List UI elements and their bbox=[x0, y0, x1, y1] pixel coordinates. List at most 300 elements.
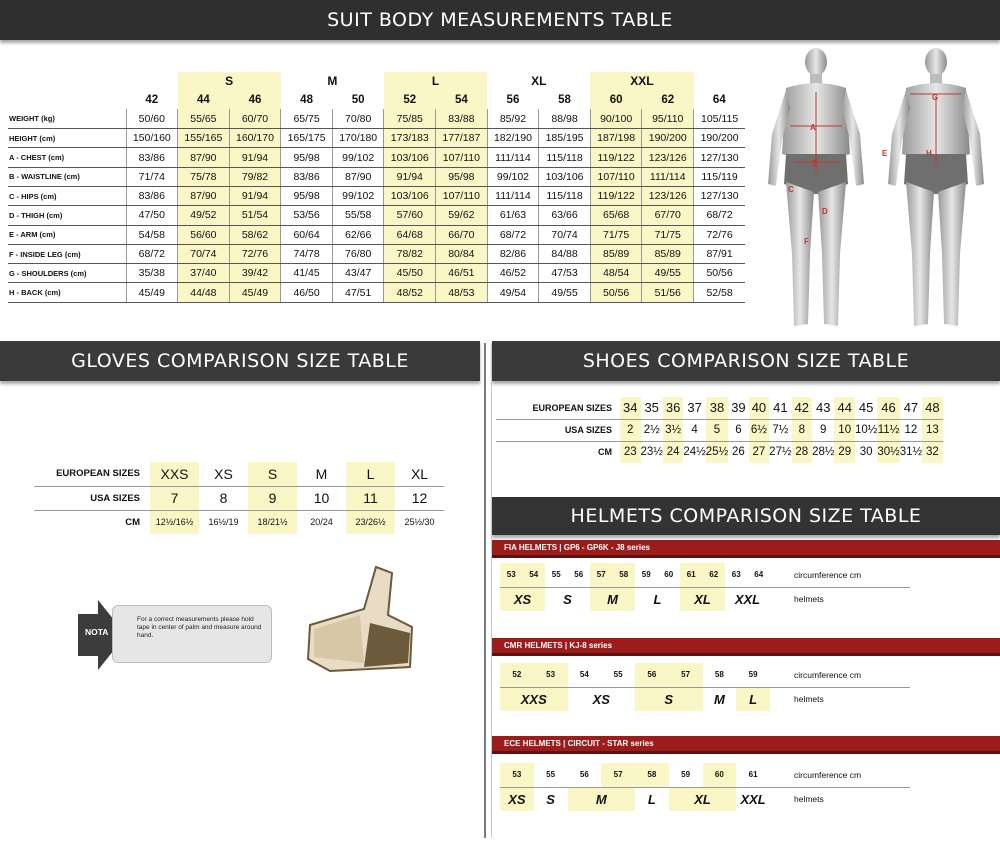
shoes-size-cell: 28 bbox=[792, 441, 813, 463]
size-column-header: 58 bbox=[558, 93, 571, 106]
shoes-size-cell: 2 bbox=[620, 419, 641, 441]
measurement-value: 47/53 bbox=[539, 264, 591, 283]
measurement-value: 67/70 bbox=[642, 206, 694, 225]
measurement-label: E - ARM (cm) bbox=[8, 225, 126, 244]
shoes-size-cell: 23 bbox=[620, 441, 641, 463]
shoes-size-cell: 47 bbox=[900, 397, 922, 419]
helmet-series-bar: FIA HELMETS | GP6 - GP6K - J8 series bbox=[492, 540, 1000, 555]
shoes-size-table bbox=[496, 397, 943, 463]
helmets-label: helmets bbox=[794, 694, 824, 705]
measurement-row bbox=[8, 109, 745, 128]
helmets-table-title: HELMETS COMPARISON SIZE TABLE bbox=[492, 497, 1000, 535]
circumference-label: circumference cm bbox=[770, 763, 910, 787]
shoes-size-cell: 12 bbox=[900, 419, 922, 441]
measurement-label: HEIGHT (cm) bbox=[8, 129, 126, 148]
measurement-value: 49/52 bbox=[178, 206, 230, 225]
measurement-value: 115/118 bbox=[539, 148, 591, 167]
size-column-header: 50 bbox=[351, 93, 365, 106]
measurement-value: 54/58 bbox=[126, 225, 178, 244]
measurement-value: 68/72 bbox=[126, 244, 178, 263]
shoes-size-cell: 23½ bbox=[640, 446, 663, 459]
gloves-row bbox=[34, 462, 444, 486]
measurement-label: A - CHEST (cm) bbox=[8, 148, 126, 167]
measurement-label: H - BACK (cm) bbox=[8, 283, 126, 302]
measurement-value: 170/180 bbox=[332, 129, 384, 148]
shoes-size-cell: 41 bbox=[769, 397, 791, 419]
measurement-value: 50/56 bbox=[694, 264, 746, 283]
measurement-value: 95/110 bbox=[642, 109, 694, 128]
size-column-header: 44 bbox=[178, 90, 230, 109]
measurement-value: 56/60 bbox=[178, 225, 230, 244]
measurement-value: 60/70 bbox=[229, 109, 281, 128]
helmet-circumference-cell: 53 bbox=[500, 563, 523, 587]
helmet-size-table bbox=[500, 663, 910, 711]
measurement-value: 88/98 bbox=[539, 109, 591, 128]
measurement-value: 99/102 bbox=[487, 167, 539, 186]
shoes-size-cell: 30½ bbox=[877, 441, 899, 463]
shoes-row bbox=[496, 397, 943, 419]
gloves-size-cell: 25½/30 bbox=[404, 517, 435, 528]
figure-letter-a: A bbox=[810, 123, 816, 132]
helmet-size-table bbox=[500, 763, 910, 811]
size-group-xl: XL bbox=[531, 74, 547, 88]
gloves-row-label: EUROPEAN SIZES bbox=[34, 462, 150, 486]
gloves-row-label: CM bbox=[125, 516, 140, 528]
measurement-value: 165/175 bbox=[281, 129, 333, 148]
measurement-value: 45/49 bbox=[126, 283, 178, 302]
helmet-size-cell: XXL bbox=[740, 791, 766, 807]
measurement-value: 119/122 bbox=[590, 148, 642, 167]
measurement-value: 49/55 bbox=[642, 264, 694, 283]
helmet-size-cell: M bbox=[590, 587, 635, 611]
helmet-size-cell: S bbox=[635, 687, 703, 711]
measurement-value: 47/51 bbox=[332, 283, 384, 302]
measurement-value: 46/52 bbox=[487, 264, 539, 283]
gloves-size-cell: M bbox=[297, 462, 346, 486]
shoes-size-cell: 46 bbox=[877, 397, 899, 419]
measurement-value: 190/200 bbox=[642, 129, 694, 148]
measurement-value: 123/126 bbox=[642, 148, 694, 167]
shoes-size-cell: 44 bbox=[834, 397, 855, 419]
shoes-size-cell: 37 bbox=[683, 397, 705, 419]
body-measurement-figures bbox=[760, 44, 998, 339]
measurement-value: 87/91 bbox=[694, 244, 746, 263]
measurement-value: 99/102 bbox=[332, 186, 384, 205]
shoes-size-cell: 27 bbox=[749, 441, 770, 463]
gloves-size-cell: S bbox=[248, 462, 297, 486]
size-column-header: 42 bbox=[145, 93, 159, 106]
measurement-value: 182/190 bbox=[487, 129, 539, 148]
gloves-size-cell: 12 bbox=[395, 486, 444, 510]
measurement-value: 47/50 bbox=[126, 206, 178, 225]
measurement-value: 111/114 bbox=[487, 148, 539, 167]
measurement-value: 53/56 bbox=[281, 206, 333, 225]
measurement-value: 44/48 bbox=[178, 283, 230, 302]
shoes-size-cell: 45 bbox=[855, 397, 877, 419]
shoes-size-cell: 32 bbox=[922, 441, 943, 463]
measurement-value: 91/94 bbox=[384, 167, 436, 186]
gloves-size-cell: 16½/19 bbox=[208, 517, 239, 528]
measurement-value: 150/160 bbox=[126, 129, 178, 148]
measurement-value: 63/66 bbox=[539, 206, 591, 225]
measurement-value: 70/74 bbox=[178, 244, 230, 263]
measurement-value: 115/119 bbox=[694, 167, 746, 186]
helmet-circumference-cell: 54 bbox=[568, 663, 602, 687]
measurement-value: 155/165 bbox=[178, 129, 230, 148]
measurement-value: 76/80 bbox=[332, 244, 384, 263]
helmet-size-cell: L bbox=[647, 791, 656, 807]
measurement-label: D - THIGH (cm) bbox=[8, 206, 126, 225]
shoes-size-cell: 42 bbox=[792, 397, 813, 419]
measurement-value: 127/130 bbox=[694, 148, 746, 167]
measurement-value: 83/86 bbox=[126, 148, 178, 167]
measurement-value: 71/74 bbox=[126, 167, 178, 186]
size-group-xxl: XXL bbox=[590, 72, 693, 90]
measurement-value: 39/42 bbox=[229, 264, 281, 283]
gloves-size-cell: 12½/16½ bbox=[150, 510, 199, 534]
measurement-value: 71/75 bbox=[590, 225, 642, 244]
shoes-size-cell: 39 bbox=[728, 397, 749, 419]
shoes-size-cell: 2½ bbox=[641, 419, 663, 441]
measurement-value: 111/114 bbox=[487, 186, 539, 205]
helmet-circumference-cell: 57 bbox=[669, 663, 703, 687]
helmet-circumference-cell: 56 bbox=[568, 763, 602, 787]
measurement-row bbox=[8, 186, 745, 205]
helmet-circumference-cell: 64 bbox=[748, 563, 771, 587]
measurement-value: 75/85 bbox=[384, 109, 436, 128]
shoes-size-cell: 13 bbox=[922, 419, 943, 441]
measurement-value: 103/106 bbox=[384, 186, 436, 205]
measurement-value: 46/50 bbox=[281, 283, 333, 302]
shoes-size-cell: 24 bbox=[663, 441, 684, 463]
measurement-value: 50/56 bbox=[590, 283, 642, 302]
helmet-size-cell: S bbox=[563, 591, 572, 607]
helmet-size-cell: M bbox=[568, 787, 636, 811]
measurement-value: 48/53 bbox=[436, 283, 488, 302]
measurement-row bbox=[8, 206, 745, 225]
measurement-value: 64/68 bbox=[384, 225, 436, 244]
size-column-header: 46 bbox=[229, 90, 281, 109]
helmet-circumference-cell: 60 bbox=[658, 563, 681, 587]
size-column-header: 62 bbox=[642, 90, 694, 109]
figure-letter-c: C bbox=[788, 185, 794, 194]
helmet-circumference-cell: 56 bbox=[635, 663, 669, 687]
size-column-header: 54 bbox=[436, 90, 488, 109]
measurement-value: 57/60 bbox=[384, 206, 436, 225]
measurement-value: 65/75 bbox=[281, 109, 333, 128]
gloves-row-label: USA SIZES bbox=[34, 486, 150, 510]
helmet-circumference-cell: 63 bbox=[725, 563, 748, 587]
measurement-value: 82/86 bbox=[487, 244, 539, 263]
helmet-circumference-cell: 59 bbox=[635, 563, 658, 587]
helmet-circumference-cell: 59 bbox=[669, 763, 703, 787]
measurement-value: 74/78 bbox=[281, 244, 333, 263]
nota-note-box bbox=[112, 605, 272, 663]
shoes-table-title: SHOES COMPARISON SIZE TABLE bbox=[492, 341, 1000, 381]
helmet-size-cell: XL bbox=[669, 787, 737, 811]
helmet-circumference-cell: 62 bbox=[703, 563, 726, 587]
helmet-size-table bbox=[500, 563, 910, 611]
gloves-size-cell: 23/26½ bbox=[346, 510, 395, 534]
measurement-value: 83/88 bbox=[436, 109, 488, 128]
helmet-circumference-cell: 58 bbox=[613, 563, 636, 587]
shoes-size-cell: 5 bbox=[706, 419, 728, 441]
measurement-value: 45/49 bbox=[229, 283, 281, 302]
gloves-size-cell: 18/21½ bbox=[248, 510, 297, 534]
measurement-value: 85/89 bbox=[642, 244, 694, 263]
measurement-row bbox=[8, 167, 745, 186]
measurement-value: 105/115 bbox=[694, 109, 746, 128]
helmet-size-cell: XXS bbox=[500, 687, 568, 711]
measurement-value: 72/76 bbox=[694, 225, 746, 244]
shoes-size-cell: 10½ bbox=[855, 419, 877, 441]
measurement-value: 173/183 bbox=[384, 129, 436, 148]
gloves-size-cell: L bbox=[346, 462, 395, 486]
helmet-size-cell: XXL bbox=[734, 591, 761, 607]
measurement-value: 51/56 bbox=[642, 283, 694, 302]
helmet-size-cell: S bbox=[546, 791, 555, 807]
helmet-circumference-cell: 58 bbox=[635, 763, 669, 787]
measurement-value: 187/198 bbox=[590, 129, 642, 148]
measurement-row bbox=[8, 244, 745, 263]
measurement-row bbox=[8, 148, 745, 167]
helmet-circumference-cell: 55 bbox=[545, 563, 568, 587]
helmet-circumference-cell: 60 bbox=[703, 763, 737, 787]
gloves-size-cell: XL bbox=[395, 462, 444, 486]
shoes-size-cell: 38 bbox=[706, 397, 728, 419]
measurement-value: 103/106 bbox=[384, 148, 436, 167]
shoes-size-cell: 6 bbox=[728, 419, 749, 441]
shoes-size-cell: 7½ bbox=[769, 419, 791, 441]
hand-measure-icon bbox=[300, 563, 420, 675]
measurement-value: 91/94 bbox=[229, 148, 281, 167]
helmet-circumference-cell: 53 bbox=[534, 663, 568, 687]
measurement-value: 45/50 bbox=[384, 264, 436, 283]
measurement-value: 107/110 bbox=[590, 167, 642, 186]
size-column-header: 48 bbox=[300, 93, 313, 106]
nota-label: NOTA bbox=[85, 627, 109, 637]
measurement-value: 49/55 bbox=[539, 283, 591, 302]
measurement-value: 70/74 bbox=[539, 225, 591, 244]
figure-letter-g: G bbox=[932, 93, 939, 102]
helmet-series-bar: CMR HELMETS | KJ-8 series bbox=[492, 638, 1000, 653]
helmet-circumference-cell: 58 bbox=[703, 663, 737, 687]
measurement-value: 83/86 bbox=[281, 167, 333, 186]
measurement-value: 48/54 bbox=[590, 264, 642, 283]
shoes-row bbox=[496, 441, 943, 463]
measurement-value: 111/114 bbox=[642, 167, 694, 186]
shoes-size-cell: 24½ bbox=[683, 446, 706, 459]
measurement-value: 190/200 bbox=[694, 129, 746, 148]
gloves-size-cell: 8 bbox=[199, 486, 248, 510]
measurement-value: 79/82 bbox=[229, 167, 281, 186]
figure-letter-e: E bbox=[882, 149, 888, 158]
measurement-value: 61/63 bbox=[487, 206, 539, 225]
measurement-value: 95/98 bbox=[436, 167, 488, 186]
measurement-value: 68/72 bbox=[487, 225, 539, 244]
gloves-row bbox=[34, 510, 444, 534]
shoes-size-cell: 36 bbox=[663, 397, 684, 419]
helmet-circumference-cell: 59 bbox=[736, 663, 770, 687]
measurement-value: 177/187 bbox=[436, 129, 488, 148]
shoes-size-cell: 25½ bbox=[706, 441, 728, 463]
suit-measurements-table bbox=[8, 72, 745, 303]
shoes-size-cell: 48 bbox=[922, 397, 943, 419]
section-divider-light bbox=[491, 343, 492, 838]
helmets-label: helmets bbox=[794, 794, 824, 805]
shoes-size-cell: 10 bbox=[834, 419, 855, 441]
measurement-value: 95/98 bbox=[281, 148, 333, 167]
helmet-circumference-cell: 53 bbox=[500, 763, 534, 787]
measurement-value: 127/130 bbox=[694, 186, 746, 205]
measurement-value: 115/118 bbox=[539, 186, 591, 205]
gloves-size-cell: XS bbox=[199, 462, 248, 486]
helmet-circumference-cell: 57 bbox=[601, 763, 635, 787]
measurement-label: G - SHOULDERS (cm) bbox=[8, 264, 126, 283]
shoes-size-cell: 6½ bbox=[749, 419, 770, 441]
measurement-value: 107/110 bbox=[436, 148, 488, 167]
shoes-size-cell: 27½ bbox=[769, 446, 792, 459]
shoes-size-cell: 9 bbox=[812, 419, 834, 441]
measurement-value: 51/54 bbox=[229, 206, 281, 225]
measurement-value: 83/86 bbox=[126, 186, 178, 205]
shoes-size-cell: 35 bbox=[641, 397, 663, 419]
helmet-size-cell: XS bbox=[500, 787, 534, 811]
gloves-size-cell: XXS bbox=[150, 462, 199, 486]
measurement-value: 123/126 bbox=[642, 186, 694, 205]
shoes-size-cell: 31½ bbox=[899, 446, 923, 459]
helmet-circumference-cell: 56 bbox=[568, 563, 591, 587]
shoes-row bbox=[496, 419, 943, 441]
measurement-value: 60/64 bbox=[281, 225, 333, 244]
gloves-table-title: GLOVES COMPARISON SIZE TABLE bbox=[0, 341, 480, 381]
helmet-series-bar: ECE HELMETS | CIRCUIT - STAR series bbox=[492, 736, 1000, 751]
measurement-label: F - INSIDE LEG (cm) bbox=[8, 244, 126, 263]
measurement-value: 48/52 bbox=[384, 283, 436, 302]
measurement-row bbox=[8, 129, 745, 148]
gloves-size-cell: 20/24 bbox=[310, 517, 333, 528]
measurement-value: 185/195 bbox=[539, 129, 591, 148]
helmet-circumference-cell: 55 bbox=[534, 763, 568, 787]
measurement-row bbox=[8, 225, 745, 244]
measurement-value: 91/94 bbox=[229, 186, 281, 205]
gloves-row bbox=[34, 486, 444, 510]
shoes-size-cell: 34 bbox=[620, 397, 641, 419]
helmet-size-cell: XS bbox=[500, 587, 545, 611]
size-column-header: 64 bbox=[712, 93, 726, 106]
measurement-row bbox=[8, 264, 745, 283]
measurement-value: 35/38 bbox=[126, 264, 178, 283]
measurement-value: 87/90 bbox=[178, 186, 230, 205]
shoes-size-cell: 3½ bbox=[663, 419, 684, 441]
helmet-size-cell: M bbox=[713, 691, 725, 707]
shoes-size-cell: 40 bbox=[749, 397, 770, 419]
measurement-value: 70/80 bbox=[332, 109, 384, 128]
size-group-m: M bbox=[327, 74, 338, 88]
shoes-size-cell: 43 bbox=[812, 397, 834, 419]
measurement-value: 37/40 bbox=[178, 264, 230, 283]
measurement-value: 55/58 bbox=[332, 206, 384, 225]
measurement-label: WEIGHT (kg) bbox=[8, 109, 126, 128]
measurement-value: 50/60 bbox=[126, 109, 178, 128]
measurement-value: 46/51 bbox=[436, 264, 488, 283]
measurement-label: C - HIPS (cm) bbox=[8, 186, 126, 205]
nota-text: For a correct measurements please hold tape in center of palm and measure around hand. bbox=[137, 616, 262, 639]
measurement-value: 84/88 bbox=[539, 244, 591, 263]
size-column-header: 60 bbox=[590, 90, 642, 109]
shoes-size-cell: 11½ bbox=[877, 419, 899, 441]
measurement-value: 85/92 bbox=[487, 109, 539, 128]
measurement-value: 107/110 bbox=[436, 186, 488, 205]
shoes-size-cell: 28½ bbox=[812, 446, 835, 459]
size-group-s: S bbox=[178, 72, 281, 90]
suit-table-title: SUIT BODY MEASUREMENTS TABLE bbox=[0, 0, 1000, 40]
measurement-value: 95/98 bbox=[281, 186, 333, 205]
measurement-value: 55/65 bbox=[178, 109, 230, 128]
shoes-size-cell: 29 bbox=[834, 441, 855, 463]
front-figure bbox=[768, 48, 864, 326]
measurement-label: B - WAISTLINE (cm) bbox=[8, 167, 126, 186]
helmet-size-cell: L bbox=[736, 687, 770, 711]
size-column-header: 56 bbox=[506, 93, 520, 106]
measurement-value: 49/54 bbox=[487, 283, 539, 302]
measurement-value: 78/82 bbox=[384, 244, 436, 263]
gloves-size-cell: 11 bbox=[346, 486, 395, 510]
size-group-l: L bbox=[384, 72, 487, 90]
helmet-circumference-cell: 61 bbox=[680, 563, 703, 587]
shoes-row-label: CM bbox=[598, 447, 612, 458]
circumference-label: circumference cm bbox=[770, 663, 910, 687]
measurement-value: 103/106 bbox=[539, 167, 591, 186]
gloves-size-cell: 10 bbox=[297, 486, 346, 510]
figure-letter-b: B bbox=[812, 159, 818, 168]
measurement-value: 80/84 bbox=[436, 244, 488, 263]
figure-letter-d: D bbox=[822, 207, 828, 216]
back-figure bbox=[888, 48, 984, 326]
helmet-circumference-cell: 57 bbox=[590, 563, 613, 587]
measurement-value: 66/70 bbox=[436, 225, 488, 244]
shoes-size-cell: 4 bbox=[683, 419, 705, 441]
measurement-value: 99/102 bbox=[332, 148, 384, 167]
measurement-value: 68/72 bbox=[694, 206, 746, 225]
gloves-size-table bbox=[34, 462, 444, 534]
helmet-circumference-cell: 52 bbox=[500, 663, 534, 687]
measurement-value: 62/66 bbox=[332, 225, 384, 244]
measurement-value: 71/75 bbox=[642, 225, 694, 244]
helmet-circumference-cell: 54 bbox=[523, 563, 546, 587]
measurement-row bbox=[8, 283, 745, 302]
measurement-value: 85/89 bbox=[590, 244, 642, 263]
measurement-value: 87/90 bbox=[178, 148, 230, 167]
figure-letter-f: F bbox=[804, 237, 809, 246]
helmet-size-cell: L bbox=[653, 591, 662, 607]
measurement-value: 59/62 bbox=[436, 206, 488, 225]
measurement-value: 119/122 bbox=[590, 186, 642, 205]
helmet-size-cell: XL bbox=[680, 587, 725, 611]
measurement-value: 160/170 bbox=[229, 129, 281, 148]
measurement-value: 65/68 bbox=[590, 206, 642, 225]
shoes-size-cell: 26 bbox=[732, 446, 745, 459]
shoes-row-label: USA SIZES bbox=[496, 419, 620, 441]
measurement-value: 58/62 bbox=[229, 225, 281, 244]
measurement-value: 72/76 bbox=[229, 244, 281, 263]
measurement-value: 52/58 bbox=[694, 283, 746, 302]
measurement-value: 43/47 bbox=[332, 264, 384, 283]
shoes-size-cell: 30 bbox=[859, 446, 873, 459]
gloves-size-cell: 9 bbox=[248, 486, 297, 510]
measurement-value: 90/100 bbox=[590, 109, 642, 128]
helmet-circumference-cell: 55 bbox=[601, 663, 635, 687]
